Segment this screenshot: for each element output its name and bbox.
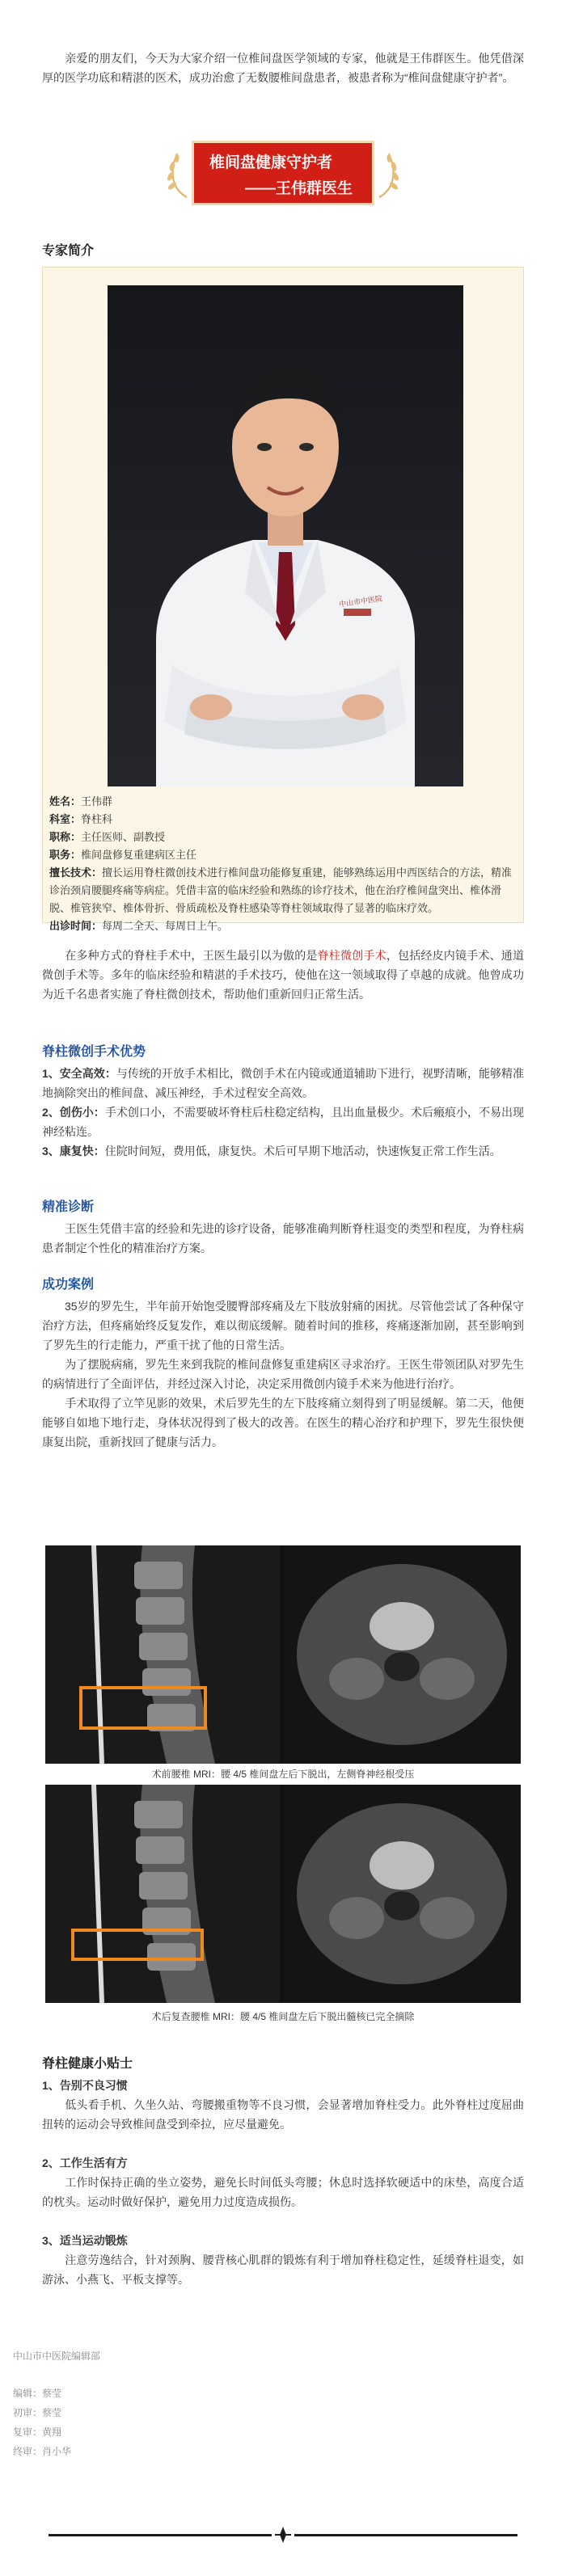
info-row-position: 职务：椎间盘修复重建病区主任: [49, 849, 197, 861]
footer-credit-first-review: 初审：蔡莹: [13, 2407, 62, 2418]
footer-org: 中山市中医院编辑部: [13, 2350, 101, 2362]
tip-title: 2、工作生活有方: [42, 2157, 128, 2169]
info-row-name: 姓名：王伟群: [49, 795, 113, 807]
tip-text: 低头看手机、久坐久站、弯腰搬重物等不良习惯，会显著增加脊柱受力。此外脊柱过度屈曲扭转的运动会导致椎间盘受到牵拉，应尽量避免。: [42, 2098, 524, 2131]
coat-badge-text: 中山市中医院: [338, 594, 383, 609]
mri-after-caption: 术后复查腰椎 MRI：腰 4/5 椎间盘左后下脱出髓核已完全摘除: [151, 2011, 415, 2022]
info-row-title: 职称：主任医师、副教授: [49, 831, 166, 843]
footer-credit-editor: 编辑：蔡莹: [13, 2388, 62, 2399]
case-paragraph: 35岁的罗先生，半年前开始饱受腰臀部疼痛及左下肢放射痛的困扰。尽管他尝试了各种保守治疗方法，但疼痛始终反复发作，难以彻底缓解。随着时间的推移，疼痛逐渐加剧，甚至影响到了罗先生的行走能力，严重干扰了他的日常生活。: [42, 1300, 524, 1351]
banner-subtitle: ——王伟群医生: [245, 180, 353, 197]
banner-title: 椎间盘健康守护者: [209, 154, 333, 171]
info-row-expertise: 擅长技术：擅长运用脊柱微创技术进行椎间盘功能修复重建，能够熟练运用中西医结合的方法，精准诊治颈肩腰腿疼痛等病症。凭借丰富的临床经验和熟练的诊疗技术，他在治疗椎间盘突出、椎体滑脱、椎管狭窄、椎体骨折、骨质疏松及脊柱感染等脊柱领域取得了显著的临床疗效。: [49, 866, 513, 914]
case-paragraph: 手术取得了立竿见影的效果，术后罗先生的左下肢疼痛立刻得到了明显缓解。第二天，他便能够自如地下地行走，身体状况得到了极大的改善。在医生的精心治疗和护理下，罗先生很快便康复出院，重新找回了健康与活力。: [42, 1397, 524, 1448]
laurel-left-icon: [166, 149, 190, 200]
highlight-minimally-invasive: 脊柱微创手术: [317, 949, 386, 962]
info-row-clinic-hours: 出诊时间：每周二全天、每周日上午。: [49, 920, 229, 932]
diagnosis-heading: 精准诊断: [42, 1200, 95, 1214]
mri-after-image: [45, 1785, 521, 2003]
tip-item: [42, 2231, 524, 2289]
intro-paragraph: 亲爱的朋友们，今天为大家介绍一位椎间盘医学领域的专家，他就是王伟群医生。他凭借深厚的医学功底和精湛的医术，成功治愈了无数腰椎间盘患者，被患者称为“椎间盘健康守护者”。: [42, 52, 524, 84]
case-paragraph: 为了摆脱病痛，罗先生来到我院的椎间盘修复重建病区寻求治疗。王医生带领团队对罗先生的病情进行了全面评估，并经过深入讨论，决定采用微创内镜手术来为他进行治疗。: [42, 1358, 524, 1390]
tip-text: 工作时保持正确的坐立姿势，避免长时间低头弯腰；休息时选择软硬适中的床垫，高度合适的枕头。运动时做好保护，避免用力过度造成损伤。: [42, 2176, 524, 2208]
mri-before-image: [45, 1545, 521, 1764]
advantages-heading: 脊柱微创手术优势: [42, 1045, 146, 1059]
tip-text: 注意劳逸结合，针对颈胸、腰背核心肌群的锻炼有利于增加脊柱稳定性，延缓脊柱退变，如游泳、小燕飞、平板支撑等。: [42, 2253, 524, 2286]
case-text: [42, 1296, 524, 1452]
advantage-item: 3、康复快：住院时间短，费用低，康复快。术后可早期下地活动，快速恢复正常工作生活。: [42, 1145, 501, 1157]
expert-info: [49, 793, 518, 935]
expert-heading: 专家简介: [42, 244, 95, 258]
advantage-item: 2、创伤小：手术创口小，不需要破坏脊柱后柱稳定结构，且出血量极少。术后瘢痕小，不易出现神经粘连。: [42, 1106, 525, 1138]
info-row-department: 科室：脊柱科: [49, 813, 113, 825]
ornament-icon: [272, 2525, 294, 2544]
tip-item: [42, 2076, 524, 2134]
case-heading: 成功案例: [42, 1278, 95, 1292]
tips-heading: 脊柱健康小贴士: [42, 2057, 133, 2071]
tip-title: 3、适当运动锻炼: [42, 2234, 128, 2247]
laurel-right-icon: [376, 149, 400, 200]
doctor-photo: [108, 285, 463, 786]
advantages-list: [42, 1064, 524, 1161]
advantage-item: 1、安全高效：与传统的开放手术相比，微创手术在内镜或通道辅助下进行，视野清晰，能够精准地摘除突出的椎间盘、减压神经，手术过程安全高效。: [42, 1067, 524, 1099]
tip-title: 1、告别不良习惯: [42, 2079, 128, 2092]
banner-box: [192, 141, 374, 205]
tips-list: [42, 2076, 524, 2289]
doctor-portrait-illustration: [108, 285, 463, 786]
title-banner: [166, 134, 400, 215]
footer-credit-final-review: 终审：肖小华: [13, 2446, 72, 2457]
footer-credit-second-review: 复审：黄翔: [13, 2426, 62, 2438]
tip-item: [42, 2153, 524, 2211]
end-ornament: [272, 2525, 294, 2544]
expert-card: [42, 267, 524, 932]
surgery-paragraph: 在多种方式的脊柱手术中，王医生最引以为傲的是脊柱微创手术，包括经皮内镜手术、通道微创手术等。多年的临床经验和精湛的手术技巧，使他在这一领域取得了卓越的成就。他曾成功为近千名患者实施了脊柱微创技术，帮助他们重新回归正常生活。: [42, 949, 525, 1001]
mri-before-caption: 术前腰椎 MRI：腰 4/5 椎间盘左后下脱出，左侧脊神经根受压: [151, 1769, 415, 1780]
diagnosis-paragraph: 王医生凭借丰富的经验和先进的诊疗设备，能够准确判断脊柱退变的类型和程度，为脊柱病患者制定个性化的精准治疗方案。: [42, 1222, 524, 1254]
